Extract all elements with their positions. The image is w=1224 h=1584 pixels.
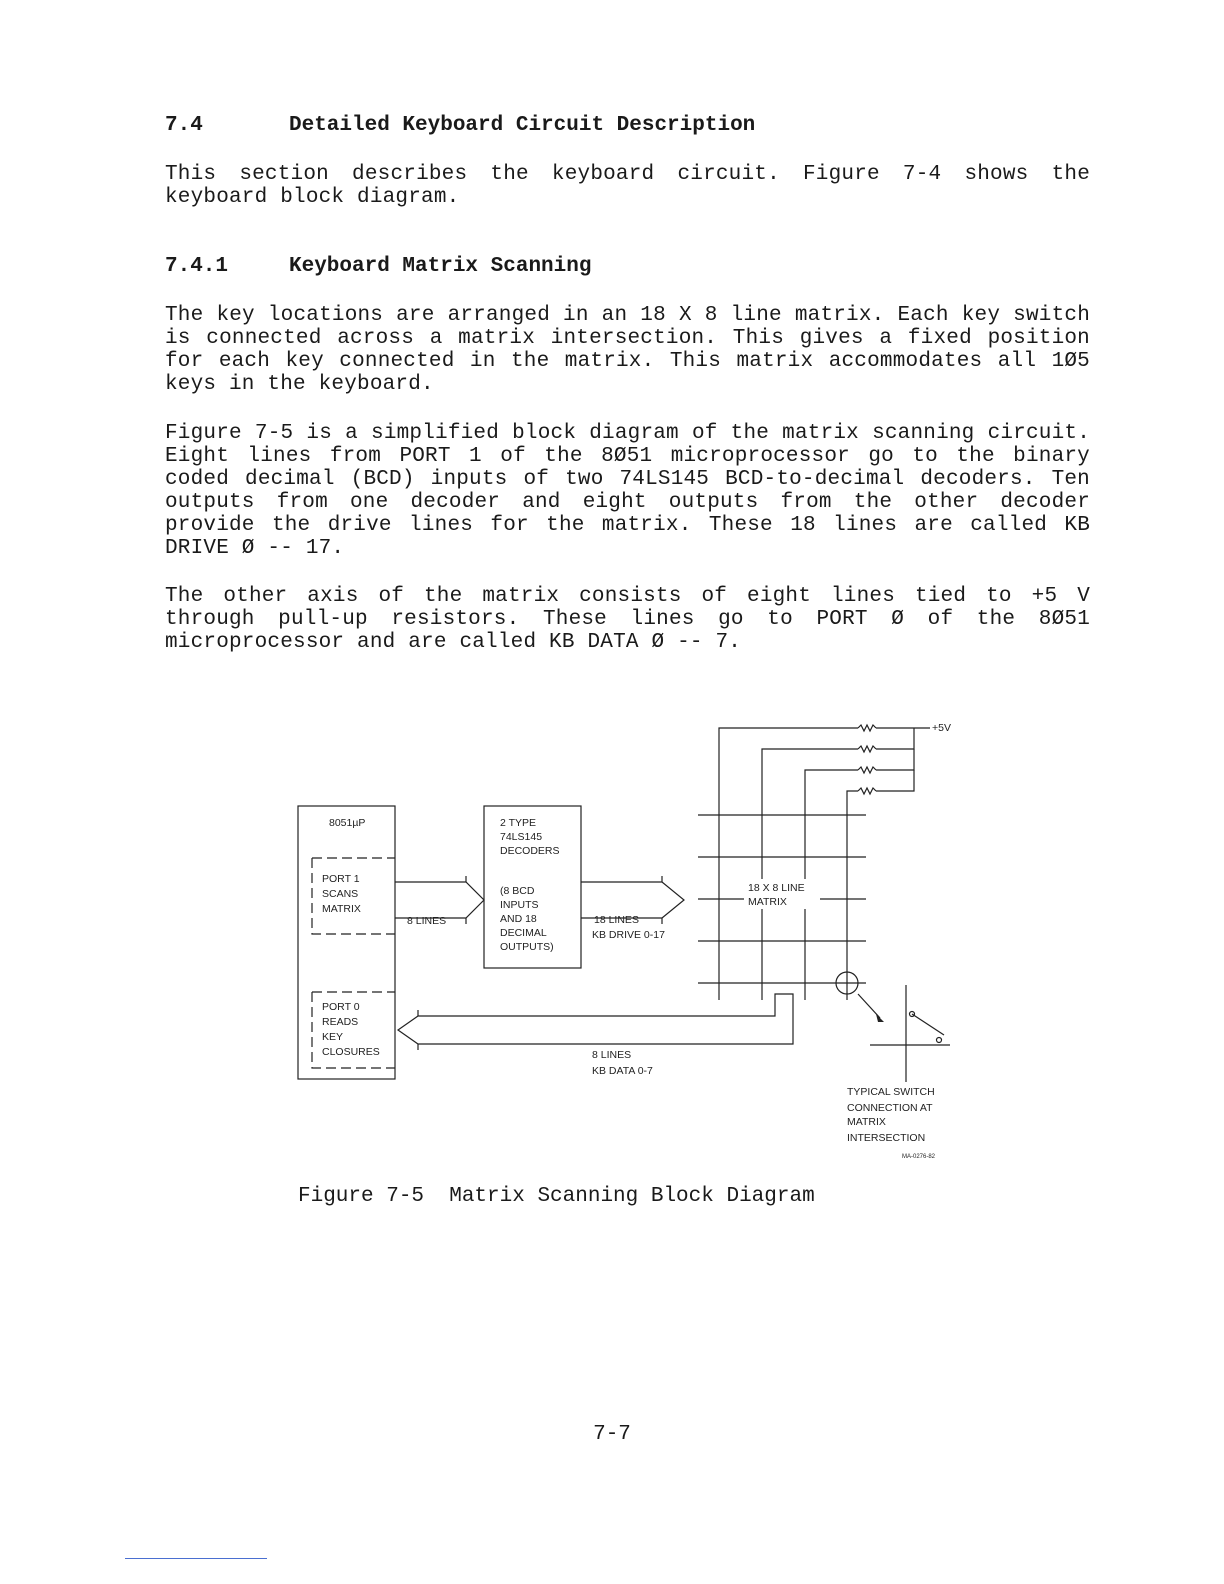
port0-label-line3: KEY (322, 1031, 344, 1043)
paragraph-drive-lines: Figure 7-5 is a simplified block diagram of the matrix scanning circuit. Eight lines from PORT 1 of the 8Ø51 microprocessor go to the binary coded decimal (BCD) inputs of two 74LS145 BCD-to-decimal decoders. Ten outputs from one decoder and eight outputs from the other decoder provide the drive lines for the matrix. These 18 lines are called KB DRIVE Ø -- 17. (165, 422, 1090, 560)
matrix-scanning-block-diagram (280, 700, 1000, 1180)
decoder-label-line1: 2 TYPE (500, 817, 536, 829)
cpu-label: 8051µP (329, 817, 366, 829)
section-title: Detailed Keyboard Circuit Description (289, 114, 756, 137)
decoder-label-line6: INPUTS (500, 899, 539, 911)
port0-label-line4: CLOSURES (322, 1046, 380, 1058)
arrow-decoder-to-matrix (581, 882, 684, 918)
decoder-label-line5: (8 BCD (500, 885, 535, 897)
arrow-data-to-port0 (398, 994, 793, 1044)
typical-switch-detail (870, 985, 950, 1082)
section-title: Keyboard Matrix Scanning (289, 255, 592, 278)
lines-to-matrix-label: 18 LINES (594, 914, 639, 926)
pointer-arrowhead (876, 1014, 884, 1022)
paragraph-matrix-layout: The key locations are arranged in an 18 X 8 line matrix. Each key switch is connected across a matrix intersection. This gives a fixed position for each key connected in the matrix. This matrix accommodates all 1Ø5 keys in the keyboard. (165, 304, 1090, 396)
section-number: 7.4 (165, 114, 203, 137)
footer-rule (125, 1558, 267, 1559)
figure-caption: Figure 7-5 Matrix Scanning Block Diagram (298, 1185, 815, 1208)
matrix-label-line1: 18 X 8 LINE (748, 882, 805, 894)
data-lines-label: 8 LINES (592, 1049, 632, 1061)
paragraph-intro: This section describes the keyboard circuit. Figure 7-4 shows the keyboard block diagram. (165, 163, 1090, 209)
section-heading-7-4-1 (165, 255, 591, 278)
supply-label: +5V (932, 722, 951, 734)
switch-label-line3: MATRIX (847, 1116, 886, 1128)
port1-label-line3: MATRIX (322, 903, 361, 915)
decoder-label-line8: DECIMAL (500, 927, 547, 939)
decoder-label-line3: DECODERS (500, 845, 560, 857)
drawing-code: MA-0276-82 (902, 1154, 936, 1160)
decoder-label-line9: OUTPUTS) (500, 941, 554, 953)
lines-to-decoder-label: 8 LINES (407, 915, 447, 927)
port1-label-line1: PORT 1 (322, 873, 360, 885)
decoder-label-line2: 74LS145 (500, 831, 543, 843)
matrix-data-lines (719, 728, 858, 1000)
port0-label-line1: PORT 0 (322, 1001, 360, 1013)
switch-label-line1: TYPICAL SWITCH (847, 1086, 935, 1098)
port1-label-line2: SCANS (322, 888, 359, 900)
matrix-label-line2: MATRIX (748, 896, 787, 908)
port0-label-line2: READS (322, 1016, 359, 1028)
decoder-label-line7: AND 18 (500, 913, 537, 925)
pull-up-resistors (858, 725, 876, 794)
kb-data-label: KB DATA 0-7 (592, 1065, 653, 1077)
page-number: 7-7 (593, 1423, 631, 1446)
paragraph-data-lines: The other axis of the matrix consists of eight lines tied to +5 V through pull-up resistors. These lines go to PORT Ø of the 8Ø51 microprocessor and are called KB DATA Ø -- 7. (165, 585, 1090, 654)
section-heading-7-4 (165, 114, 755, 137)
section-number: 7.4.1 (165, 255, 229, 278)
switch-label-line4: INTERSECTION (847, 1132, 926, 1144)
kb-drive-label: KB DRIVE 0-17 (592, 929, 665, 941)
arrow-port1-to-decoder (395, 882, 484, 918)
switch-label-line2: CONNECTION AT (847, 1102, 933, 1114)
